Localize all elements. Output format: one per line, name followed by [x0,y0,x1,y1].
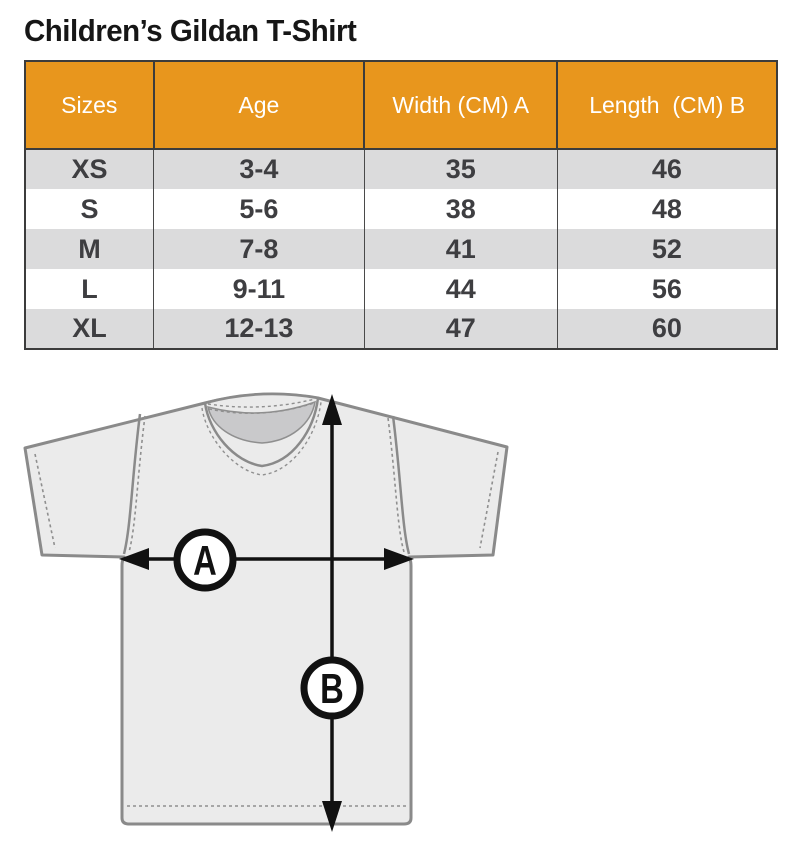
table-cell: 9-11 [154,269,365,309]
table-cell: 48 [557,189,777,229]
width-badge-label: A [193,537,217,584]
column-header-width: Width (CM) A [364,61,557,149]
table-cell: L [81,273,98,304]
table-cell: 5-6 [154,189,365,229]
table-cell: S [80,193,99,224]
tshirt-outline [25,394,507,824]
column-header-age: Age [154,61,365,149]
table-cell: 47 [364,309,557,349]
page-title: Children’s Gildan T-Shirt [24,13,357,48]
size-table [24,60,778,350]
table-row [25,149,777,189]
table-cell: 41 [364,229,557,269]
width-badge [177,532,233,588]
size-table-body [25,149,777,349]
table-cell: M [78,233,101,264]
table-cell: 56 [557,269,777,309]
table-cell: 44 [364,269,557,309]
column-header-length: Length (CM) B [557,61,777,149]
table-row [25,189,777,229]
table-header-row [25,61,777,149]
length-badge-label: B [320,665,344,712]
length-badge [304,660,360,716]
table-cell: 35 [364,149,557,189]
table-cell: 3-4 [154,149,365,189]
table-row [25,269,777,309]
table-row [25,229,777,269]
table-cell: XS [71,154,108,184]
table-cell: 38 [364,189,557,229]
table-cell: 52 [557,229,777,269]
table-cell: 7-8 [154,229,365,269]
table-cell: 46 [557,149,777,189]
table-row [25,309,777,349]
table-cell: 60 [557,309,777,349]
column-header-sizes: Sizes [25,61,154,149]
table-cell: XL [72,313,107,343]
tshirt-measurement-diagram [10,386,530,857]
table-cell: 12-13 [154,309,365,349]
